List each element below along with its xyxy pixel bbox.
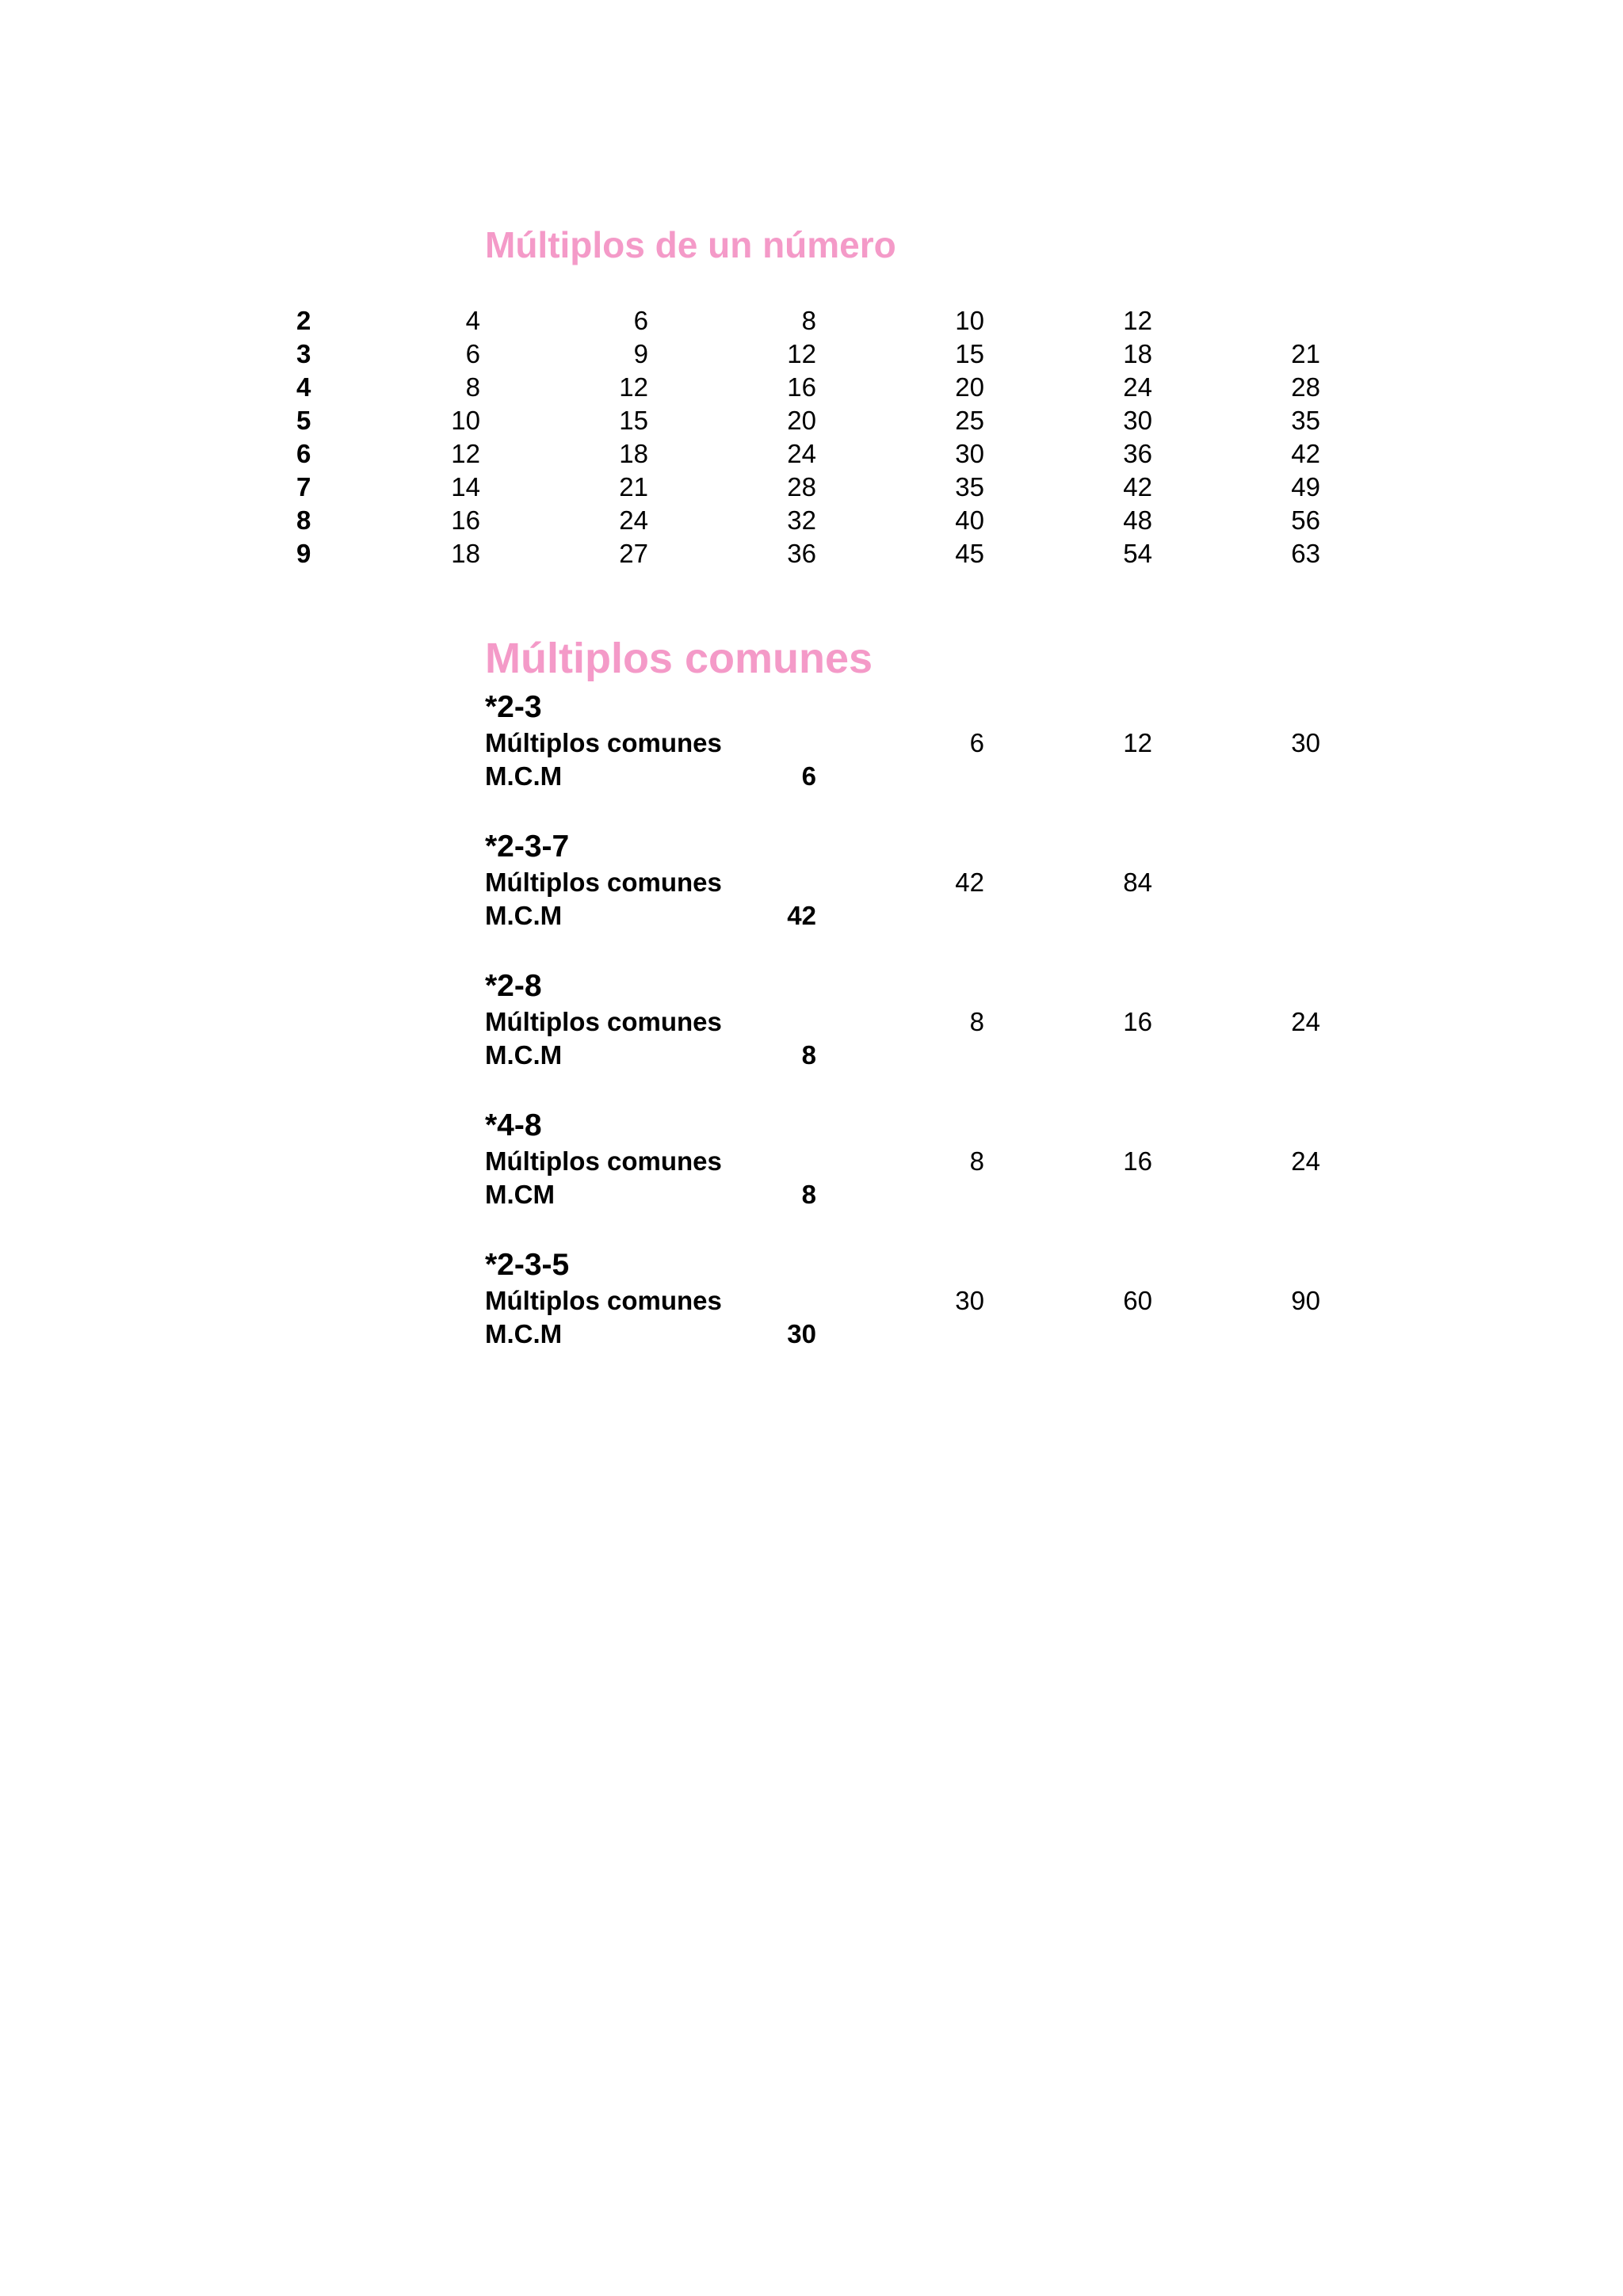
multiple-value: 16 (787, 372, 816, 402)
lcm-value: 30 (787, 1319, 816, 1348)
common-multiples-label: Múltiplos comunes (485, 1286, 722, 1315)
common-multiple-value: 30 (955, 1286, 984, 1315)
multiple-value: 54 (1123, 539, 1152, 568)
row-base-number: 2 (296, 306, 311, 335)
multiple-value: 48 (1123, 505, 1152, 535)
row-base-number: 5 (296, 406, 311, 435)
multiple-value: 18 (451, 539, 480, 568)
row-base-number: 9 (296, 539, 311, 568)
lcm-value: 42 (787, 901, 816, 930)
multiple-value: 28 (787, 472, 816, 502)
multiple-value: 18 (619, 439, 648, 468)
row-base-number: 4 (296, 372, 311, 402)
multiple-value: 27 (619, 539, 648, 568)
multiple-value: 10 (955, 306, 984, 335)
common-multiples-label: Múltiplos comunes (485, 1146, 722, 1176)
lcm-value: 8 (801, 1040, 816, 1070)
multiple-value: 56 (1291, 505, 1320, 535)
multiple-value: 12 (451, 439, 480, 468)
number-set-heading: *2-3-5 (485, 1248, 570, 1282)
number-set-heading: *2-3 (485, 690, 542, 724)
number-set-heading: *2-8 (485, 969, 542, 1003)
common-multiple-value: 24 (1291, 1007, 1320, 1036)
lcm-value: 8 (801, 1180, 816, 1209)
common-multiple-value: 60 (1123, 1286, 1152, 1315)
lcm-value: 6 (801, 761, 816, 791)
multiple-value: 14 (451, 472, 480, 502)
lcm-label: M.CM (485, 1180, 555, 1209)
common-multiple-value: 16 (1123, 1007, 1152, 1036)
common-multiple-value: 8 (969, 1007, 984, 1036)
row-base-number: 3 (296, 339, 311, 368)
common-multiple-value: 30 (1291, 728, 1320, 757)
common-multiple-value: 12 (1123, 728, 1152, 757)
common-multiple-value: 42 (955, 868, 984, 897)
multiple-value: 25 (955, 406, 984, 435)
multiple-value: 24 (787, 439, 816, 468)
multiple-value: 10 (451, 406, 480, 435)
common-multiple-value: 90 (1291, 1286, 1320, 1315)
number-set-heading: *4-8 (485, 1108, 542, 1142)
multiple-value: 9 (633, 339, 648, 368)
multiple-value: 24 (619, 505, 648, 535)
multiple-value: 49 (1291, 472, 1320, 502)
common-multiple-value: 24 (1291, 1146, 1320, 1176)
multiple-value: 20 (955, 372, 984, 402)
multiple-value (1241, 304, 1320, 338)
multiple-value: 21 (619, 472, 648, 502)
multiple-value: 36 (1123, 439, 1152, 468)
common-multiple-value: 16 (1123, 1146, 1152, 1176)
multiple-value: 15 (619, 406, 648, 435)
multiple-value: 36 (787, 539, 816, 568)
multiple-value: 28 (1291, 372, 1320, 402)
multiple-value: 6 (633, 306, 648, 335)
multiple-value: 8 (465, 372, 480, 402)
multiple-value: 16 (451, 505, 480, 535)
common-multiple-value: 84 (1123, 868, 1152, 897)
multiple-value: 35 (1291, 406, 1320, 435)
multiple-value: 21 (1291, 339, 1320, 368)
multiple-value: 42 (1123, 472, 1152, 502)
multiple-value: 6 (465, 339, 480, 368)
multiple-value: 20 (787, 406, 816, 435)
lcm-label: M.C.M (485, 761, 563, 791)
multiple-value: 12 (619, 372, 648, 402)
common-multiples-label: Múltiplos comunes (485, 1007, 722, 1036)
lcm-label: M.C.M (485, 1319, 563, 1348)
multiple-value: 4 (465, 306, 480, 335)
common-multiples-label: Múltiplos comunes (485, 728, 722, 757)
common-multiples-label: Múltiplos comunes (485, 868, 722, 897)
multiple-value: 8 (801, 306, 816, 335)
multiple-value: 30 (1123, 406, 1152, 435)
row-base-number: 7 (296, 472, 311, 502)
number-set-heading: *2-3-7 (485, 830, 570, 864)
multiple-value: 45 (955, 539, 984, 568)
lcm-label: M.C.M (485, 901, 563, 930)
multiple-value: 40 (955, 505, 984, 535)
multiple-value: 42 (1291, 439, 1320, 468)
lcm-label: M.C.M (485, 1040, 563, 1070)
multiple-value: 32 (787, 505, 816, 535)
multiple-value: 63 (1291, 539, 1320, 568)
multiples-title: Múltiplos de un número (485, 224, 896, 265)
row-base-number: 8 (296, 505, 311, 535)
multiple-value: 18 (1123, 339, 1152, 368)
common-multiple-value: 8 (969, 1146, 984, 1176)
multiple-value: 12 (1123, 306, 1152, 335)
multiple-value: 30 (955, 439, 984, 468)
multiple-value: 12 (787, 339, 816, 368)
common-multiple-value: 6 (969, 728, 984, 757)
multiple-value: 35 (955, 472, 984, 502)
multiple-value: 15 (955, 339, 984, 368)
row-base-number: 6 (296, 439, 311, 468)
multiple-value: 24 (1123, 372, 1152, 402)
common-multiples-title: Múltiplos comunes (485, 635, 873, 682)
